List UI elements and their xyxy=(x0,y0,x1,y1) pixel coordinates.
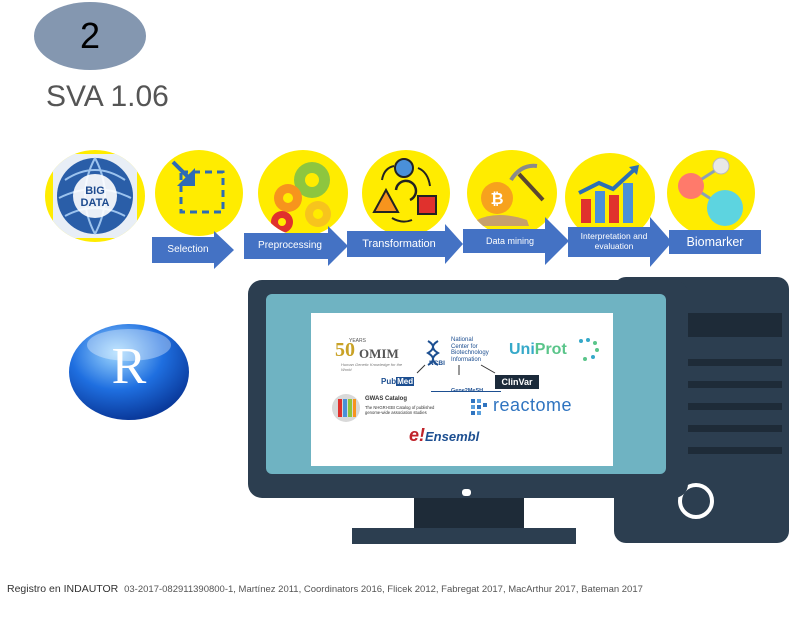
slide-number-badge xyxy=(34,2,146,70)
r-letter: R xyxy=(111,338,147,395)
reactome-logo xyxy=(469,395,595,421)
omim-tagline: Human Genetic Knowledge for the World xyxy=(341,362,403,372)
gwas-logo xyxy=(331,393,445,423)
slide-title: SVA 1.06 xyxy=(46,80,169,113)
reactome-text: reactome xyxy=(493,395,573,415)
gwas-icon xyxy=(331,393,363,423)
clinvar-logo xyxy=(495,375,539,389)
tower-vent-5 xyxy=(682,447,782,454)
step-transformation-label: Transformation xyxy=(362,237,436,250)
pubmed-med: Med xyxy=(397,377,414,386)
tower-vent-3 xyxy=(682,403,782,410)
uniprot-logo xyxy=(509,341,603,367)
big-data-text-1: BIG xyxy=(85,185,105,197)
molecule-icon xyxy=(667,150,755,236)
step-interpretation xyxy=(568,217,672,267)
omim-years-label: YEARS xyxy=(349,338,366,344)
ensembl-e: e! xyxy=(409,425,426,445)
r-logo xyxy=(68,323,190,421)
step-selection xyxy=(152,231,234,269)
ncbi-line-1: National xyxy=(451,337,474,343)
step-preprocessing xyxy=(244,226,348,264)
tower-vent-1 xyxy=(682,359,782,366)
step-biomarker xyxy=(669,230,761,254)
step-selection-label: Selection xyxy=(167,244,209,256)
footer-prefix: Registro en INDAUTOR xyxy=(7,583,119,595)
gwas-subtitle: The NHGRI-EBI Catalog of published genome-wide association studies xyxy=(365,405,435,416)
step-interpretation-label: Interpretation and evaluation xyxy=(580,231,648,251)
gwas-title: GWAS Catalog xyxy=(365,396,408,402)
big-data-text-2: DATA xyxy=(80,197,110,209)
tower-vent-2 xyxy=(682,381,782,388)
uniprot-uni: Uni xyxy=(509,341,535,358)
ensembl-logo xyxy=(409,425,505,447)
slide-number: 2 xyxy=(79,15,101,56)
svg-text:₿: ₿ xyxy=(490,191,504,208)
omim-name: OMIM xyxy=(359,346,399,361)
gene2mesh-logo xyxy=(431,379,501,392)
selection-icon xyxy=(155,150,243,236)
omim-years: 50 xyxy=(335,339,355,361)
uniprot-dots-icon xyxy=(575,337,601,363)
ncbi-line-3: Biotechnology xyxy=(451,350,489,357)
step-biomarker-label: Biomarker xyxy=(686,235,744,249)
monitor-led xyxy=(462,489,471,496)
footer-references: 03-2017-082911390800-1, Martínez 2011, Coordinators 2016, Flicek 2012, Fabregat 2017, MacArthur 2017, Bateman 2017 xyxy=(124,584,643,595)
step-data-mining-label: Data mining xyxy=(485,235,535,246)
pubmed-pub: Pub xyxy=(381,377,397,386)
gears-icon xyxy=(258,150,348,236)
footer-citation xyxy=(7,583,807,596)
tower-vent-4 xyxy=(682,425,782,432)
step-data-mining xyxy=(463,217,569,265)
omim-logo xyxy=(335,338,407,372)
tower-drive-slot xyxy=(682,313,782,337)
ncbi-line-4: Information xyxy=(451,356,482,363)
database-panel xyxy=(311,313,613,466)
monitor-stand xyxy=(352,528,576,544)
uniprot-prot: Prot xyxy=(534,341,567,358)
ncbi-abbr: NCBI xyxy=(429,360,445,367)
step-transformation xyxy=(347,224,463,262)
gene2mesh-text: Gene2MeSH xyxy=(451,388,484,394)
reactome-icon xyxy=(469,397,493,419)
step-preprocessing-label: Preprocessing xyxy=(258,240,322,252)
clinvar-text: ClinVar xyxy=(501,377,533,387)
big-data-globe-icon xyxy=(45,150,145,242)
ncbi-line-2: Center for xyxy=(451,343,478,350)
ensembl-text: Ensembl xyxy=(425,429,480,444)
